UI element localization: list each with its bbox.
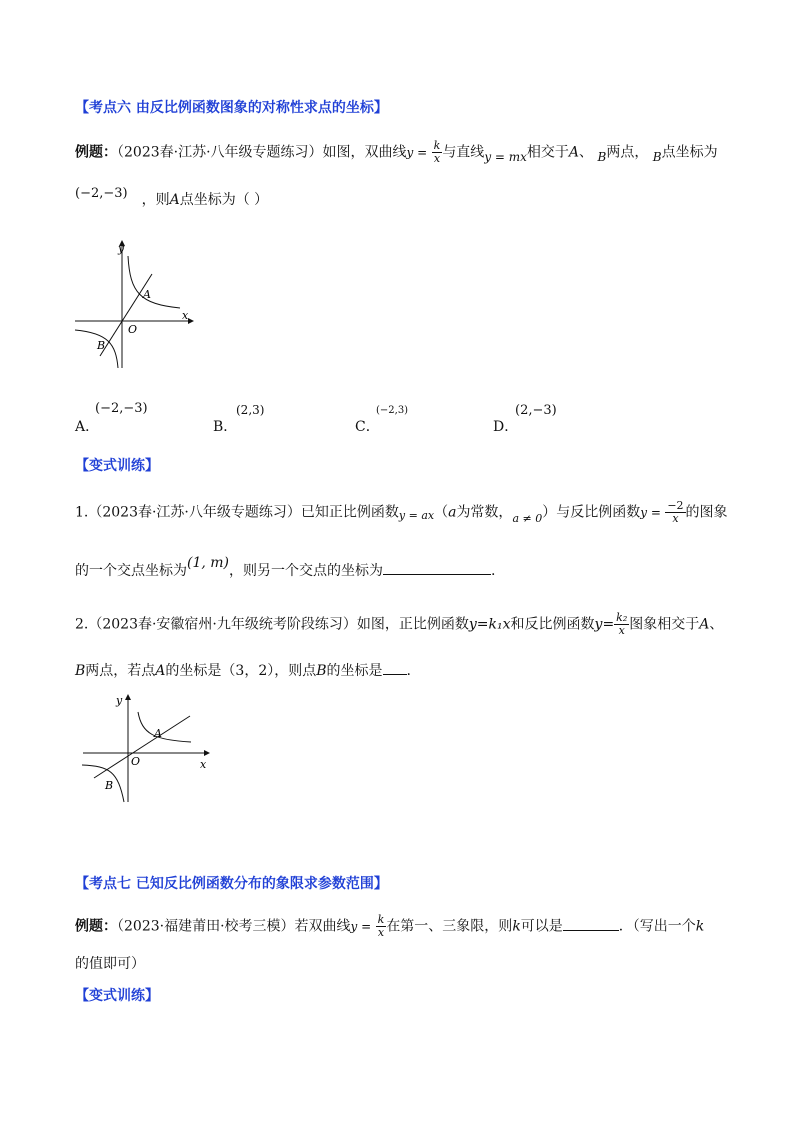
question-text: . — [491, 563, 496, 579]
answer-blank[interactable] — [563, 916, 619, 931]
point-b-label: B — [597, 149, 607, 164]
x-axis-label: x — [200, 758, 207, 771]
option-a[interactable]: A． — [75, 419, 100, 435]
example-source: （2023春·江苏·八年级专题练习）如图，双曲线 — [117, 144, 407, 161]
fraction-k-over-x: $\frac{k}{x}$ — [377, 913, 385, 939]
example-label: 例题： — [75, 144, 117, 161]
question-text: 图象相交于 — [629, 616, 700, 633]
question-text: 为常数， — [456, 504, 513, 521]
question-text: 的坐标是（3，2），则点 — [165, 663, 317, 679]
question-text: . — [406, 663, 411, 679]
point-b-label: B — [652, 149, 662, 164]
variable-a: a — [448, 504, 457, 521]
example-text: ．（写出一个 — [618, 918, 696, 935]
answer-blank[interactable] — [383, 660, 407, 675]
example-source: （2023·福建莆田·校考三模）若双曲线 — [117, 918, 351, 935]
hyperbola-branch-q1 — [138, 712, 191, 742]
y-equals: y= — [594, 616, 615, 633]
point-a-label: A — [169, 192, 180, 208]
example-text: 两点， — [606, 144, 649, 161]
point-b-label: B — [316, 663, 327, 679]
point-a-label: A — [154, 727, 162, 740]
fraction-neg2-over-x: $\frac{-2}{x}$ — [667, 499, 684, 525]
hyperbola-branch-q3 — [82, 765, 124, 802]
example-text: 相交于 — [526, 144, 569, 161]
equation-y-ax: y = ax — [398, 508, 435, 522]
point-a-label: A — [155, 663, 166, 679]
example-text: 在第一、三象限，则 — [386, 918, 513, 935]
y-axis-arrow — [125, 694, 131, 700]
y-equals: y = — [406, 145, 428, 160]
given-coordinate: (−2,−3) — [75, 186, 128, 201]
origin-label: O — [128, 323, 138, 336]
question-text: 和反比例函数 — [510, 616, 595, 633]
x-axis-arrow — [204, 750, 210, 756]
hyperbola-figure-1 — [70, 238, 195, 370]
option-a-value: (−2,−3) — [95, 401, 148, 416]
example-label: 例题： — [75, 918, 117, 935]
example-text: 点坐标为 — [661, 144, 718, 161]
line-equation: y = mx — [484, 149, 527, 164]
variable-k: k — [695, 918, 705, 935]
question-1-line2 — [75, 555, 496, 581]
point-b-label: B — [75, 663, 86, 679]
y-equals: y = — [350, 919, 372, 934]
line-y-mx — [100, 274, 152, 356]
x-axis-arrow — [188, 318, 194, 324]
point-a-label: A — [568, 144, 580, 161]
option-b[interactable]: B． — [213, 419, 238, 435]
fraction-k-over-x: $\frac{k}{x}$ — [433, 139, 441, 165]
question-text: 的图象 — [685, 504, 728, 521]
y-equals: y = — [640, 505, 661, 520]
question-text: 的坐标是 — [326, 663, 383, 679]
example-text: 点坐标为（ ） — [179, 192, 269, 208]
practice-label: 【变式训练】 — [75, 988, 159, 1004]
example-7-line2: 的值即可） — [75, 956, 145, 972]
question-text: 两点，若点 — [85, 663, 156, 679]
hyperbola-figure-2 — [78, 690, 218, 805]
answer-blank[interactable] — [383, 560, 491, 575]
example-6-line2 — [75, 186, 269, 211]
y-axis-label: y — [118, 242, 125, 255]
example-text: ，则 — [141, 192, 170, 208]
question-text: ，则另一个交点的坐标为 — [229, 563, 384, 579]
question-text: 的一个交点坐标为 — [75, 563, 187, 579]
line-y-k1x — [94, 716, 190, 778]
question-text: 1.（2023春·江苏·八年级专题练习）已知正比例函数 — [75, 504, 399, 521]
question-2-line1 — [75, 612, 723, 637]
example-text: 、 — [579, 144, 594, 161]
question-1-line1 — [75, 500, 728, 525]
equation-y-k1x: y=k₁x — [468, 616, 511, 633]
point-a-label: A — [143, 288, 151, 301]
option-c[interactable]: C． — [355, 419, 380, 435]
question-text: （ — [434, 504, 449, 521]
example-6-line1 — [75, 140, 718, 165]
question-text: 2.（2023春·安徽宿州·九年级统考阶段练习）如图，正比例函数 — [75, 616, 469, 633]
option-b-value: (2,3) — [236, 403, 265, 417]
variable-k: k — [512, 918, 521, 935]
section-title-7: 【考点七 已知反比例函数分布的象限求参数范围】 — [75, 876, 388, 892]
point-a-label: A — [699, 616, 710, 633]
practice-label: 【变式训练】 — [75, 458, 159, 474]
intersection-point: (1, m) — [187, 555, 230, 571]
origin-label: O — [131, 755, 141, 768]
x-axis-label: x — [182, 309, 189, 322]
example-text: 可以是 — [520, 918, 563, 935]
question-text: ）与反比例函数 — [542, 504, 641, 521]
fraction-k2-over-x: $\frac{\text{k₂}}{x}$ — [616, 611, 628, 637]
option-d[interactable]: D． — [493, 419, 519, 435]
option-d-value: (2,−3) — [515, 403, 557, 418]
section-title-6: 【考点六 由反比例函数图象的对称性求点的坐标】 — [75, 100, 388, 116]
point-b-label: B — [105, 779, 114, 792]
question-2-line2 — [75, 660, 411, 681]
option-c-value: (−2,3) — [376, 405, 409, 416]
example-7-line1 — [75, 914, 704, 939]
condition-a-nonzero: a ≠ 0 — [512, 511, 543, 525]
question-text: 、 — [709, 616, 724, 633]
point-b-label: B — [97, 339, 106, 352]
example-text: 与直线 — [442, 144, 485, 161]
y-axis-label: y — [116, 694, 123, 707]
